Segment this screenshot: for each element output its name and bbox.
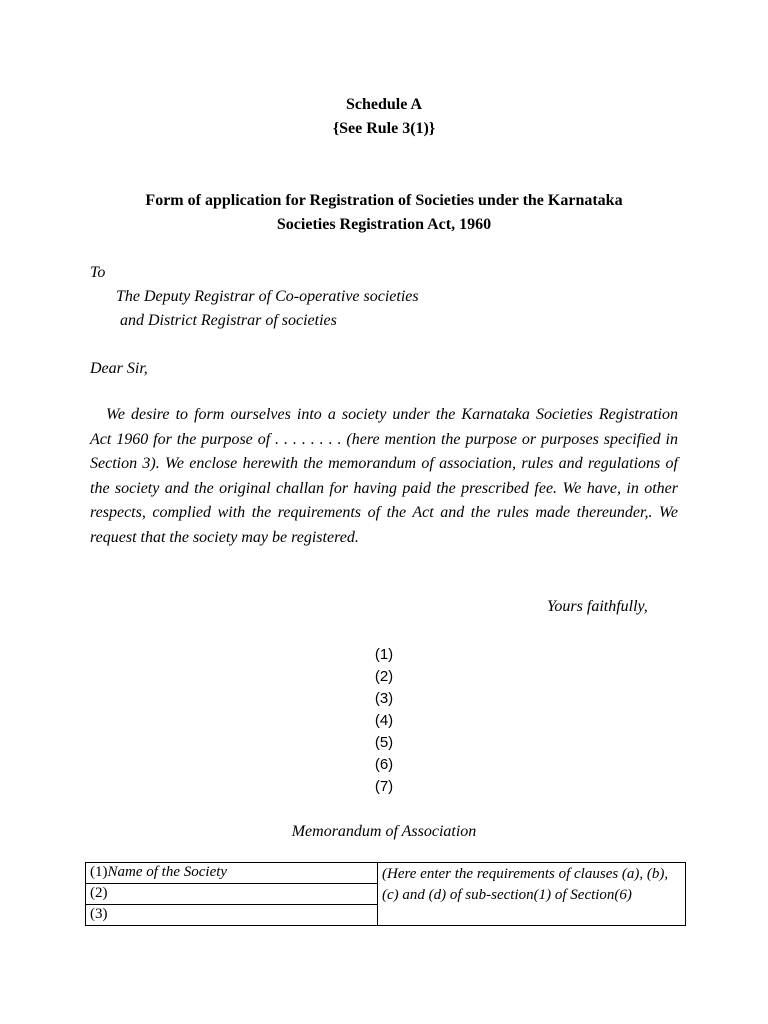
signatory-number: (4) — [374, 712, 394, 729]
form-title-line-1: Form of application for Registration of Societies under the Karnataka — [145, 192, 623, 209]
memorandum-title: Memorandum of Association — [291, 823, 477, 840]
table-cell — [86, 863, 378, 884]
row-number: (1) — [90, 864, 108, 880]
salutation: Dear Sir, — [90, 360, 148, 377]
address-line-2: and District Registrar of societies — [120, 312, 337, 329]
signatory-number: (7) — [374, 778, 394, 795]
requirements-note: (Here enter the requirements of clauses (a), (b), (c) and (d) of sub-section(1) of Section(6) — [378, 863, 686, 926]
table-cell — [86, 884, 378, 905]
signatory-number: (3) — [374, 690, 394, 707]
schedule-heading: Schedule A — [345, 96, 422, 113]
signatory-list — [0, 644, 768, 798]
signatory-number: (5) — [374, 734, 394, 751]
signatory-number: (6) — [374, 756, 394, 773]
address-line-1: The Deputy Registrar of Co-operative societies — [116, 288, 419, 305]
closing-line: Yours faithfully, — [547, 598, 648, 615]
row-label: Name of the Society — [107, 864, 228, 880]
row-number: (3) — [90, 906, 108, 922]
table-cell — [86, 905, 378, 926]
signatory-number: (1) — [374, 646, 394, 663]
row-number: (2) — [90, 885, 108, 901]
memorandum-table — [85, 862, 686, 926]
table-row — [86, 863, 686, 884]
application-body-paragraph: We desire to form ourselves into a society under the Karnataka Societies Registration Act 1960 for the purpose of . . . . . . . . (here mention the purpose or purposes specified in Section 3). We enclose herewith the memorandum of association, rules and regulations of the society and the original challan for having paid the prescribed fee. We have, in other respects, complied with the requirements of the Act and the rules made thereunder,. We request that the society may be registered. — [90, 406, 678, 546]
form-title-line-2: Societies Registration Act, 1960 — [276, 216, 492, 233]
signatory-number: (2) — [374, 668, 394, 685]
address-to: To — [90, 264, 106, 281]
rule-reference: {See Rule 3(1)} — [332, 120, 436, 137]
